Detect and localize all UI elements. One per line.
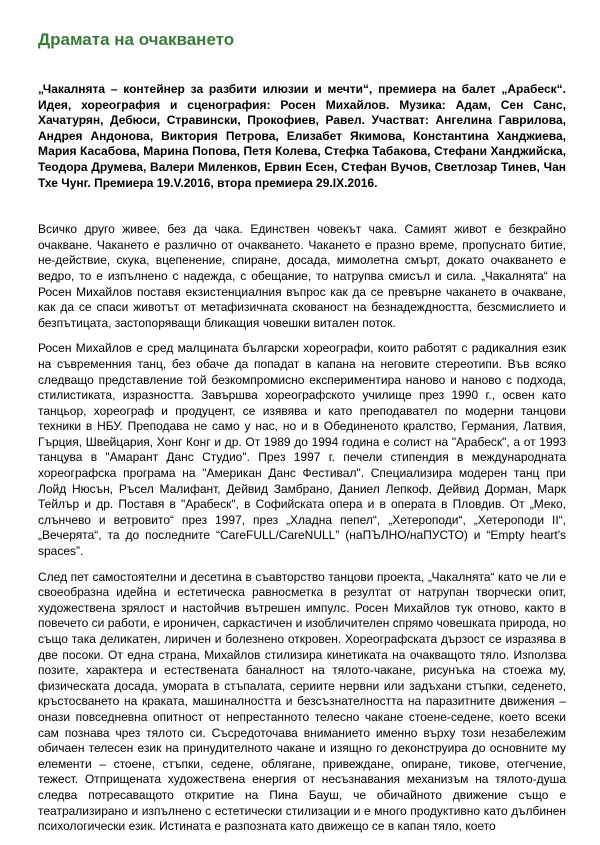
- article-intro: „Чакалнята – контейнер за разбити илюзии и мечти“, премиера на балет „Арабеск“. Идея, хореография и сценография: Росен Михайлов. Музика: Адам, Сен Санс, Хачатурян, Дебюси, Стравински, Прокофиев, Равел. Участват: Ангелина Гаврилова, Андрея Андонова, Виктория Петрова, Елизабет Якимова, Константина Ханджиева, Мария Касабова, Марина Попова, Петя Колева, Стефка Табакова, Стефани Ханджийска, Теодора Друмева, Валери Миленков, Ервин Есен, Стефан Вучов, Светлозар Тинев, Чан Тхе Чунг. Премиера 19.V.2016, втора премиера 29.IX.2016.: [38, 82, 566, 190]
- article-paragraph-1: Всичко друго живее, без да чака. Единствен човекът чака. Самият живот е безкрайно очакване. Чакането е различно от очакването. Чакането е празно време, пропуснато битие, не-действие, скука, вцепенение, спиране, досада, мимолетна смърт, докато очакването е ведро, то е изпълнено с надежда, с обещание, то натрупва смисъл и сила. „Чакалнята“ на Росен Михайлов поставя екзистенциалния въпрос как да се превърне чакането в очакване, как да се спаси животът от метафизичната скованост на безнадеждността, безсмислието и безпътицата, застопоряващи бликащия човешки витален поток.: [38, 222, 566, 330]
- article: [38, 28, 566, 845]
- article-paragraph-2: Росен Михайлов е сред малцината български хореографи, които работят с радикалния език на съвременния танц, без обаче да попадат в капана на неговите стереотипи. Във всяко следващо представление той безкомпромисно експериментира наново и наново с подхода, стилистиката, изразността. Завършва хореографското училище през 1990 г., освен като танцьор, хореограф и продуцент, се изявява и като преподавател по модерни танцови техники в НБУ. Преподава не само у нас, но и в Обединеното кралство, Германия, Латвия, Гърция, Швейцария, Хонг Конг и др. От 1989 до 1994 година е солист на "Арабеск", а от 1993 танцува в "Амарант Данс Студио". През 1997 г. печели стипендия в международната хореографска програма на "Американ Данс Фестивал". Специализира модерен танц при Лойд Нюсън, Ръсел Малифант, Дейвид Замбрано, Даниел Лепкоф, Дейвид Дорман, Марк Тейлър и др. Поставя в "Арабеск", в Софийската опера и в операта в Пловдив. От „Меко, слънчево и ветровито“ през 1997, през „Хладна пепел“, „Хетероподи“, „Хетероподи II“, „Вечерята“, та до последните “CareFULL/CareNULL” (наПЪЛНО/наПУСТО) и “Empty heart's spaces”.: [38, 341, 566, 559]
- article-title: Драмата на очакването: [38, 30, 235, 49]
- article-paragraph-3: След пет самостоятелни и десетина в съавторство танцови проекта, „Чакалнята“ като че ли е своеобразна идейна и естетическа равносметка в резултат от натрупан творчески опит, художествена зрялост и настойчив вътрешен импулс. Росен Михайлов тук отново, както в повечето си работи, е ироничен, саркастичен и изобличителен спрямо човешката природа, но също така деликатен, лиричен и болезнено откровен. Хореографската дързост се изразява в две посоки. От една страна, Михайлов стилизира кинетиката на очакващото тяло. Използва позите, характера и естествената баналност на тялото-чакане, рисунъка на стоежа му, физическата досада, умората в стъпалата, сериите нервни или задъхани стъпки, седенето, кръстосването на краката, машиналността и безсъзнателността на паразитните движения – онази повседневна опитност от непрестанното телесно чакане стоене-седене, което всеки сам познава чрез тялото си. Съсредоточава вниманието именно върху този незабележим обичаен телесен език на принудителното чакане и изящно го деконструира до основните му елементи – стоене, стъпки, седене, облягане, привеждане, опиране, тикове, отегчение, тежест. Отприщената художествена енергия от несъзнавания механизъм на тялото-душа следва потресаващото откритие на Пина Бауш, че обичайното движение също е театрализирано и изпълнено с естетически стилизации и е много продуктивно като дълбинен психологически език. Истината е разпозната като движещо се в капан тяло, което: [38, 569, 566, 834]
